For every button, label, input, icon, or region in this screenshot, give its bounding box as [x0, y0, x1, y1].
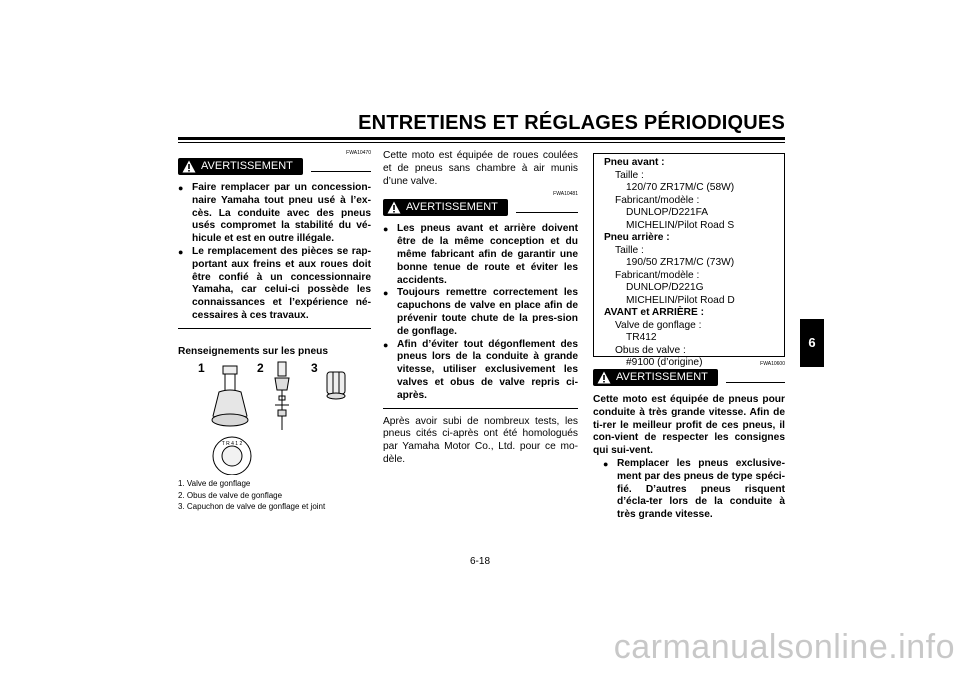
callout-3: 3: [311, 361, 318, 375]
warning-bullets: [383, 223, 578, 402]
spec-front-heading: Pneu avant :: [604, 157, 665, 168]
svg-text:T R 4 1 2: T R 4 1 2: [221, 441, 243, 447]
warning-header: [178, 156, 371, 177]
warning-bullet: ● Faire remplacer par un concession-naire Yamaha tout pneu usé à l’ex-cès. La conduite avec des pneus usés compromet la stabilité du vé-hicule et est en outre illégale.: [178, 182, 371, 246]
warning-bullet: ● Le remplacement des pièces se rap-portant aux freins et aux roues doit être confié à un concessionnaire Yamaha, car celui-ci possède les connaissances et l’expérience né-cessaires à ces travaux.: [178, 246, 371, 323]
spec-valve-label: Valve de gonflage :: [615, 319, 702, 331]
spec-front-maker: DUNLOP/D221FA: [626, 207, 709, 218]
spec-core: #9100 (d’origine): [626, 357, 703, 368]
figure-captions: [178, 478, 378, 513]
page-number: 6-18: [469, 556, 490, 567]
warning-triangle-icon: [182, 160, 196, 173]
warning-triangle-icon: [597, 371, 611, 384]
spec-rear-size-label: Taille :: [615, 244, 644, 256]
warning-code: FWA10481: [553, 191, 578, 198]
intro-paragraph: Cette moto est équipée de roues coulées et de pneus sans chambre à air munis d’une valve.: [383, 150, 578, 187]
title-rule-thin: [178, 142, 785, 143]
callout-1: 1: [198, 361, 205, 375]
warning-rule: [726, 382, 785, 383]
spec-front-size: 120/70 ZR17M/C (58W): [626, 182, 735, 193]
warning-bullet: ● Remplacer les pneus exclusive-ment par des pneus de type spéci-fié. D’autres pneus risquent d’écla-ter lors de la conduite à très grande vitesse.: [603, 458, 785, 522]
spec-rear-maker: DUNLOP/D221G: [626, 282, 704, 293]
warning-label: AVERTISSEMENT: [616, 371, 708, 383]
spec-rear-maker: MICHELIN/Pilot Road D: [626, 294, 735, 306]
spec-both-heading: AVANT et ARRIÈRE :: [604, 307, 704, 318]
warning-end-rule: [383, 408, 578, 409]
warning-header: [593, 367, 785, 388]
warning-rule: [516, 212, 578, 213]
warning-end-rule: [178, 328, 371, 329]
column-left: [178, 150, 371, 359]
callout-2: 2: [257, 361, 264, 375]
spec-rear-heading: Pneu arrière :: [604, 232, 670, 243]
body-paragraph: Après avoir subi de nombreux tests, les pneus cités ci-après ont été homologués par Yamaha Motor Co., Ltd. pour ce mo-dèle.: [383, 415, 578, 465]
warning-badge: [593, 369, 718, 386]
warning-rule: [311, 171, 371, 172]
spec-front-size-label: Taille :: [615, 169, 644, 181]
spec-valve: TR412: [626, 332, 657, 343]
spec-front-maker: MICHELIN/Pilot Road S: [626, 219, 735, 231]
valve-illustration: [195, 360, 370, 475]
warning-header: [383, 197, 578, 218]
warning-code: FWA10600: [760, 361, 785, 367]
column-middle: [383, 150, 578, 467]
warning-triangle-icon: [387, 201, 401, 214]
figure-caption: 3. Capuchon de valve de gonflage et joint: [178, 502, 326, 511]
warning-badge: [178, 158, 303, 175]
figure-caption: 2. Obus de valve de gonflage: [178, 490, 283, 500]
chapter-tab: 6: [800, 319, 824, 367]
watermark: carmanualsonline.info: [613, 628, 955, 666]
column-right: [593, 361, 785, 522]
warning-badge: [383, 199, 508, 216]
spec-rear-size: 190/50 ZR17M/C (73W): [626, 257, 735, 268]
figure-caption: 1. Valve de gonflage: [178, 479, 251, 488]
warning-bullets: [178, 182, 371, 323]
warning-bullet: ● Les pneus avant et arrière doivent être de la même conception et du même fabricant afin de garantir une bonne tenue de route et éviter les accidents.: [383, 223, 578, 287]
warning-text: Cette moto est équipée de pneus pour conduite à très grande vitesse. Afin de ti-rer le meilleur profit de ces pneus, il con-vient de respecter les consignes qui sui-vent.: [593, 394, 785, 457]
spec-rear-maker-label: Fabricant/modèle :: [615, 269, 700, 281]
title-rule-thick: [178, 137, 785, 140]
section-heading: Renseignements sur les pneus: [178, 345, 329, 357]
warning-bullet: ● Toujours remettre correctement les capuchons de valve en place afin de prévenir toute chute de la pres-sion de gonflage.: [383, 287, 578, 338]
warning-label: AVERTISSEMENT: [201, 160, 293, 172]
warning-code: FWA10470: [346, 150, 371, 156]
warning-bullet: ● Afin d’éviter tout dégonflement des pneus lors de la conduite à grande vitesse, utiliser exclusivement les valves et obus de valve repris ci-après.: [383, 339, 578, 403]
page-title: ENTRETIENS ET RÉGLAGES PÉRIODIQUES: [358, 112, 785, 134]
warning-label: AVERTISSEMENT: [406, 201, 498, 214]
spec-front-maker-label: Fabricant/modèle :: [615, 194, 700, 206]
spec-core-label: Obus de valve :: [615, 344, 686, 356]
